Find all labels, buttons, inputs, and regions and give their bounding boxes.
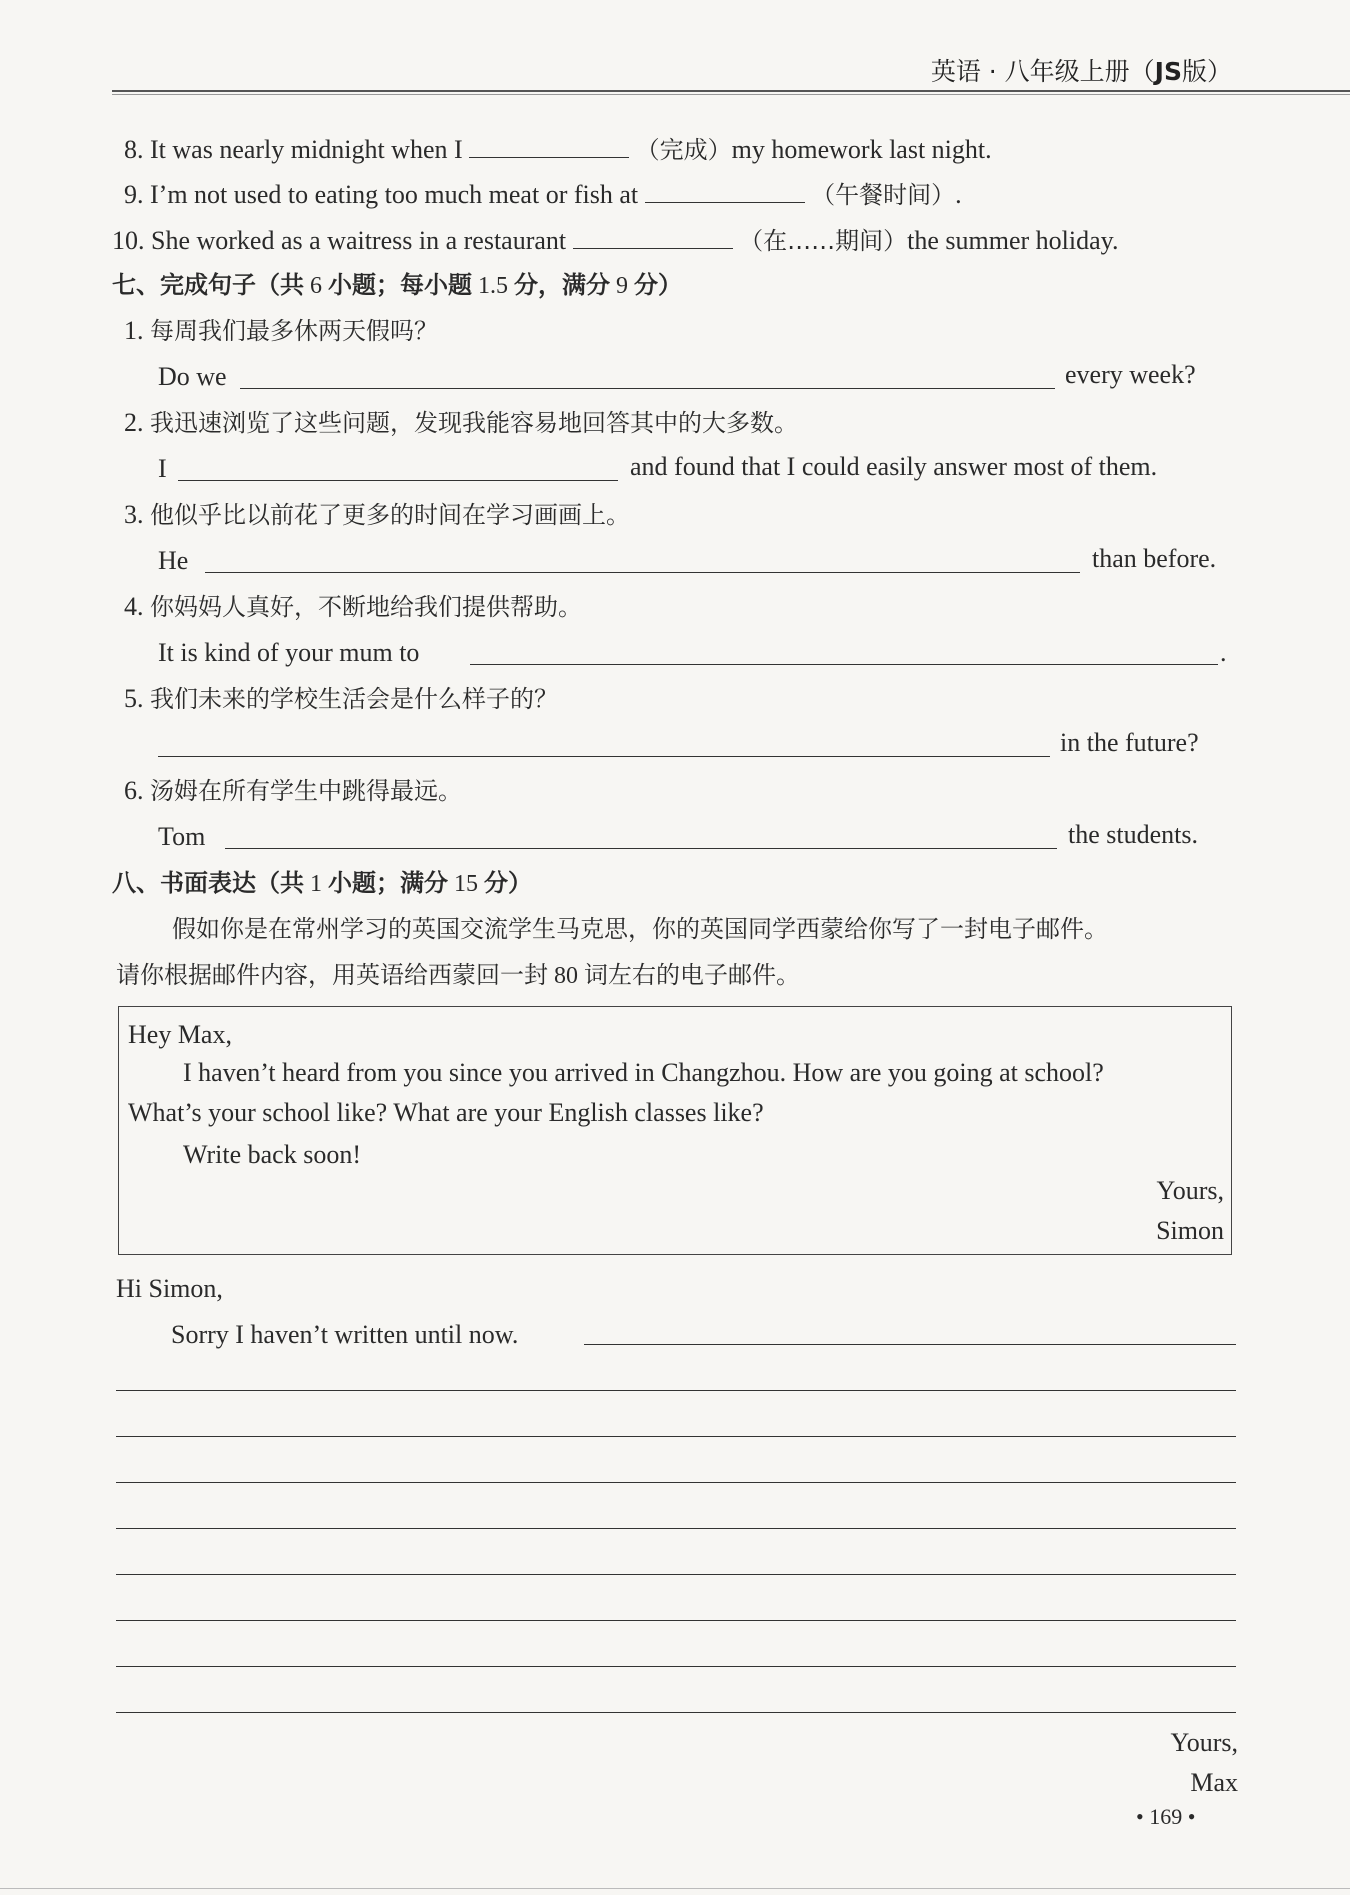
email-closing: Yours, [1156, 1176, 1224, 1205]
question-number: 8. [124, 135, 144, 164]
answer-line-1[interactable] [240, 388, 1055, 389]
bottom-edge [0, 1888, 1350, 1889]
question-text-end: the summer holiday. [907, 226, 1119, 255]
question-9 [124, 176, 962, 212]
question-number: 9. [124, 180, 144, 209]
email-box [118, 1006, 1232, 1255]
header-subject: 英语 · 八年级上册（ [930, 57, 1155, 86]
writing-line-1[interactable] [584, 1344, 1236, 1345]
sentence-3-lead: He [158, 546, 189, 575]
reply-closing: Yours, [1170, 1728, 1238, 1757]
sentence-1-tail: every week? [1065, 360, 1196, 389]
sentence-4-lead: It is kind of your mum to [158, 638, 420, 667]
page-number: • 169 • [1136, 1804, 1196, 1829]
writing-line-8[interactable] [116, 1666, 1236, 1667]
chinese-hint: （完成） [635, 136, 732, 164]
sentence-1-lead: Do we [158, 362, 227, 391]
sentence-6-tail: the students. [1068, 820, 1198, 849]
question-8 [124, 131, 992, 167]
email-body-line-2: What’s your school like? What are your English classes like? [128, 1098, 764, 1127]
answer-blank[interactable] [645, 176, 805, 203]
reply-opening: Sorry I haven’t written until now. [171, 1320, 519, 1349]
writing-line-3[interactable] [116, 1436, 1236, 1437]
section-8-title: 八、书面表达（共 1 小题；满分 15 分） [112, 869, 532, 897]
answer-line-6[interactable] [225, 848, 1057, 849]
reply-signature: Max [1190, 1768, 1238, 1797]
writing-line-9[interactable] [116, 1712, 1236, 1713]
answer-line-2[interactable] [178, 480, 618, 481]
chinese-hint: （在……期间） [739, 227, 908, 255]
sentence-3-tail: than before. [1092, 544, 1217, 573]
sentence-3-prompt: 3. 他似乎比以前花了更多的时间在学习画画上。 [124, 500, 630, 529]
section-7-title: 七、完成句子（共 6 小题；每小题 1.5 分，满分 9 分） [112, 271, 682, 299]
question-text: It was nearly midnight when I [150, 135, 463, 164]
writing-line-6[interactable] [116, 1574, 1236, 1575]
sentence-4-prompt: 4. 你妈妈人真好，不断地给我们提供帮助。 [124, 592, 582, 621]
sentence-5-tail: in the future? [1060, 728, 1199, 757]
header-edition: JS [1154, 57, 1182, 86]
header-rule-thin [112, 94, 1350, 95]
writing-line-7[interactable] [116, 1620, 1236, 1621]
question-text-end: . [955, 180, 962, 209]
answer-line-3[interactable] [205, 572, 1080, 573]
email-body-line-3: Write back soon! [183, 1140, 362, 1169]
question-text-end: my homework last night. [731, 135, 992, 164]
reply-greeting: Hi Simon, [116, 1274, 223, 1303]
writing-line-5[interactable] [116, 1528, 1236, 1529]
sentence-6-lead: Tom [158, 822, 206, 851]
writing-line-4[interactable] [116, 1482, 1236, 1483]
chinese-hint: （午餐时间） [811, 181, 956, 209]
question-text: I’m not used to eating too much meat or fish at [150, 180, 639, 209]
sentence-4-tail: . [1220, 638, 1227, 667]
answer-line-5[interactable] [158, 756, 1050, 757]
header-suffix: 版） [1181, 57, 1232, 86]
answer-blank[interactable] [469, 131, 629, 158]
answer-blank[interactable] [573, 222, 733, 249]
email-body-line-1: I haven’t heard from you since you arrived in Changzhou. How are you going at school? [183, 1058, 1104, 1087]
sentence-6-prompt: 6. 汤姆在所有学生中跳得最远。 [124, 776, 462, 805]
header-rule [112, 90, 1350, 92]
question-10 [112, 222, 1118, 258]
writing-prompt-line-1: 假如你是在常州学习的英国交流学生马克思，你的英国同学西蒙给你写了一封电子邮件。 [172, 915, 1108, 943]
email-greeting: Hey Max, [128, 1020, 232, 1049]
question-text: She worked as a waitress in a restaurant [151, 226, 567, 255]
running-header [931, 52, 1232, 88]
sentence-2-prompt: 2. 我迅速浏览了这些问题，发现我能容易地回答其中的大多数。 [124, 408, 798, 437]
sentence-5-prompt: 5. 我们未来的学校生活会是什么样子的？ [124, 684, 558, 713]
writing-prompt-line-2: 请你根据邮件内容，用英语给西蒙回一封 80 词左右的电子邮件。 [116, 961, 800, 989]
writing-line-2[interactable] [116, 1390, 1236, 1391]
question-number: 10. [112, 226, 145, 255]
sentence-2-lead: I [158, 454, 167, 483]
answer-line-4[interactable] [470, 664, 1218, 665]
sentence-1-prompt: 1. 每周我们最多休两天假吗？ [124, 316, 438, 345]
sentence-2-tail: and found that I could easily answer most of them. [630, 452, 1158, 481]
email-signature: Simon [1156, 1216, 1224, 1245]
